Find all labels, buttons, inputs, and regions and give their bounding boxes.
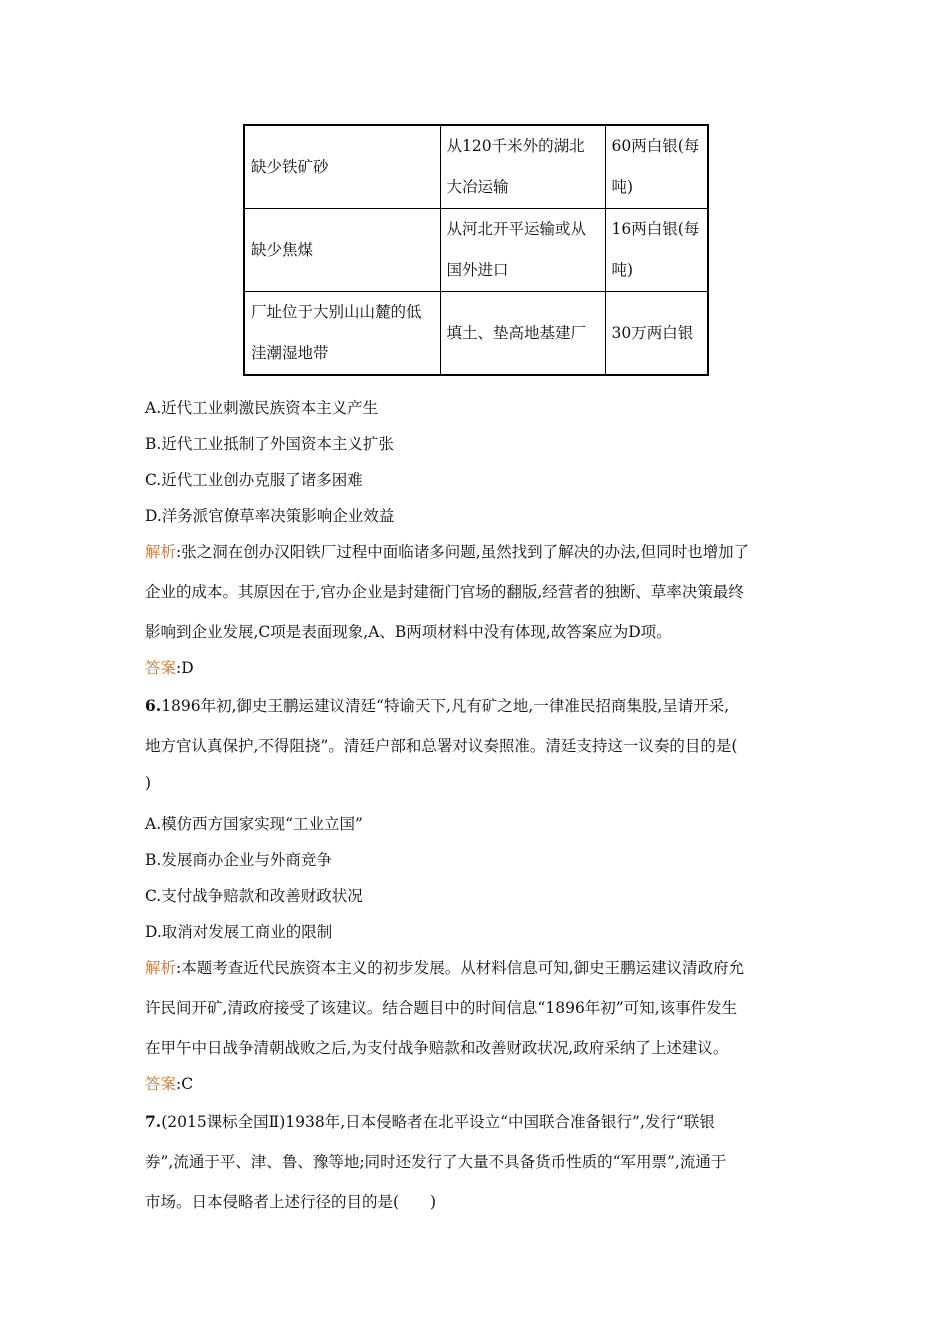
table-row	[244, 292, 708, 376]
table-row	[244, 209, 708, 292]
q6-stem-line: )	[145, 774, 152, 792]
q6-stem-line: 地方官认真保护,不得阻挠”。清廷户部和总署对议奏照准。清廷支持这一议奏的目的是(	[145, 737, 738, 755]
q7-stem-line: 券”,流通于平、津、鲁、豫等地;同时还发行了大量不具备货币性质的“军用票”,流通于	[145, 1153, 727, 1171]
q5-option-c: C.近代工业创办克服了诸多困难	[145, 471, 363, 489]
question-number: 6.	[145, 696, 162, 715]
q5-analysis-line: 影响到企业发展,C项是表面现象,A、B两项材料中没有体现,故答案应为D项。	[145, 623, 672, 641]
q6-analysis-line: 解析:本题考查近代民族资本主义的初步发展。从材料信息可知,御史王鹏运建议清政府允	[145, 959, 745, 977]
table-cell-solution: 从120千米外的湖北大冶运输	[440, 125, 605, 209]
cost-table	[243, 124, 709, 376]
table-row	[244, 125, 708, 209]
q6-option-a: A.模仿西方国家实现“工业立国”	[145, 815, 363, 833]
table-cell-solution: 填土、垫高地基建厂	[440, 292, 605, 376]
table-cell-problem: 缺少铁矿砂	[244, 125, 440, 209]
q5-analysis-line: 企业的成本。其原因在于,官办企业是封建衙门官场的翻版,经营者的独断、草率决策最终	[145, 583, 744, 601]
q6-answer	[145, 1072, 193, 1094]
answer-label: 答案	[145, 1075, 177, 1093]
q5-option-b: B.近代工业抵制了外国资本主义扩张	[145, 435, 394, 453]
table-cell-problem: 缺少焦煤	[244, 209, 440, 292]
q7-stem-line: 7.(2015课标全国Ⅱ)1938年,日本侵略者在北平设立“中国联合准备银行”,发行“联银	[145, 1112, 715, 1131]
q6-analysis-line: 在甲午中日战争清朝战败之后,为支付战争赔款和改善财政状况,政府采纳了上述建议。	[145, 1039, 729, 1057]
table-cell-problem: 厂址位于大别山山麓的低洼潮湿地带	[244, 292, 440, 376]
table-cell-cost: 60两白银(每吨)	[605, 125, 708, 209]
q5-analysis-line: 解析:张之洞在创办汉阳铁厂过程中面临诸多问题,虽然找到了解决的办法,但同时也增加了	[145, 543, 750, 561]
answer-value: :C	[176, 1075, 194, 1093]
analysis-label: 解析	[145, 959, 177, 977]
q6-analysis-line: 许民间开矿,清政府接受了该建议。结合题目中的时间信息“1896年初”可知,该事件发生	[145, 999, 738, 1017]
q6-option-c: C.支付战争赔款和改善财政状况	[145, 887, 363, 905]
table-cell-solution: 从河北开平运输或从国外进口	[440, 209, 605, 292]
q6-option-d: D.取消对发展工商业的限制	[145, 923, 333, 941]
q6-option-b: B.发展商办企业与外商竞争	[145, 851, 332, 869]
answer-label: 答案	[145, 659, 177, 677]
question-number: 7.	[145, 1112, 162, 1131]
q7-stem-line: 市场。日本侵略者上述行径的目的是( )	[145, 1193, 437, 1211]
q5-option-a: A.近代工业刺激民族资本主义产生	[145, 399, 379, 417]
table-cell-cost: 16两白银(每吨)	[605, 209, 708, 292]
q5-answer	[145, 656, 194, 678]
analysis-label: 解析	[145, 543, 177, 561]
q5-option-d: D.洋务派官僚草率决策影响企业效益	[145, 507, 395, 525]
answer-value: :D	[176, 659, 194, 677]
q6-stem-line: 6.1896年初,御史王鹏运建议清廷“特谕天下,凡有矿之地,一律准民招商集股,呈请开采,	[145, 696, 730, 715]
table-cell-cost: 30万两白银	[605, 292, 708, 376]
